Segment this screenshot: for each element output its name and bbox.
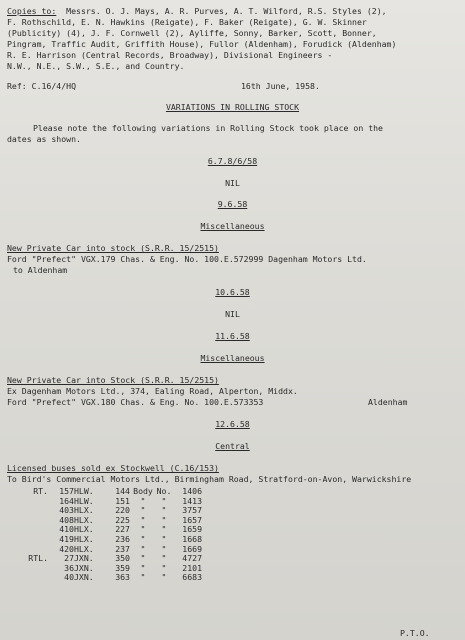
bus-cell-fleet: 420: [59, 543, 74, 554]
bus-cell-no-label: ": [161, 524, 167, 535]
bus-cell-num: 227: [115, 524, 130, 535]
bus-cell-no-label: ": [161, 562, 167, 573]
car-entry-line-2: to Aldenham: [13, 265, 68, 275]
copies-line-6: N.W., N.E., S.W., S.E., and Country.: [7, 61, 185, 71]
bus-cell-body-label: ": [140, 505, 146, 516]
bus-cell-body: 1657: [182, 514, 202, 525]
bus-cell-no-label: ": [161, 495, 167, 506]
bus-cell-fleet: 410: [59, 524, 74, 535]
bus-cell-type: [26, 525, 48, 535]
bus-cell-type: [26, 497, 48, 507]
bus-row: [26, 487, 202, 497]
reference: Ref: C.16/4/HQ: [7, 81, 77, 91]
document-title: VARIATIONS IN ROLLING STOCK: [165, 102, 300, 112]
section-subheading-buses-sold: Licensed buses sold ex Stockwell (C.16/153): [7, 463, 219, 473]
copies-line-1: Messrs. O. J. Mays, A. R. Purves, A. T. Wilford, R.S. Styles (2),: [66, 6, 387, 16]
bus-cell-body: 1406: [182, 486, 202, 496]
bus-cell-body: 3757: [182, 505, 202, 516]
document-date: 16th June, 1958.: [241, 81, 320, 91]
bus-list-body: [26, 487, 202, 583]
bus-cell-body-label: ": [140, 553, 146, 564]
bus-cell-reg: HLW.: [74, 495, 94, 506]
bus-cell-no-label: ": [161, 514, 167, 525]
bus-cell-body-label: ": [140, 495, 146, 506]
bus-cell-type: RT.: [33, 486, 48, 496]
section-heading-central: Central: [215, 441, 250, 451]
section-nil-1: NIL: [225, 178, 240, 188]
bus-cell-type: RTL.: [28, 553, 48, 564]
bus-row: [26, 506, 202, 516]
bus-cell-body: 1669: [182, 543, 202, 554]
copies-line-4: Pingram, Traffic Audit, Griffith House), Fullor (Aldenham), Forudick (Aldenham): [7, 39, 397, 49]
bus-row: [26, 573, 202, 583]
bus-cell-fleet: 164: [59, 495, 74, 506]
bus-cell-fleet: 157: [59, 486, 74, 496]
bus-cell-no-label: ": [161, 572, 167, 583]
copies-line-2: F. Rothschild, E. N. Hawkins (Reigate), F. Baker (Reigate), G. W. Skinner: [7, 17, 367, 27]
bus-cell-num: 236: [115, 533, 130, 544]
bus-cell-num: 151: [115, 495, 130, 506]
bus-cell-type: [26, 573, 48, 583]
buyer-line: To Bird's Commercial Motors Ltd., Birmingham Road, Stratford-on-Avon, Warwickshire: [7, 474, 412, 484]
bus-cell-reg: HLW.: [74, 486, 94, 496]
bus-cell-no-label: ": [161, 505, 167, 516]
bus-cell-type: [26, 516, 48, 526]
bus-cell-fleet: 403: [59, 505, 74, 516]
bus-cell-body: 1668: [182, 533, 202, 544]
bus-cell-body: 1413: [182, 495, 202, 506]
bus-cell-num: 237: [115, 543, 130, 554]
car-entry-destination: Aldenham: [368, 397, 408, 407]
bus-row: [26, 535, 202, 545]
bus-cell-body-label: ": [140, 543, 146, 554]
car-entry-line-3: Ex Dagenham Motors Ltd., 374, Ealing Road, Alperton, Middx.: [7, 386, 298, 396]
copies-to-label: Copies to:: [7, 6, 57, 16]
bus-cell-num: 359: [115, 562, 130, 573]
bus-cell-num: 144: [115, 486, 130, 496]
bus-cell-body-label: ": [140, 533, 146, 544]
section-date-5: 12.6.58: [215, 419, 250, 429]
intro-line-2: dates as shown.: [7, 134, 81, 144]
bus-cell-no-label: ": [161, 543, 167, 554]
bus-cell-reg: JXN.: [74, 562, 94, 573]
bus-cell-type: [26, 564, 48, 574]
bus-cell-body-label: Body: [133, 486, 153, 496]
bus-cell-body-label: ": [140, 524, 146, 535]
bus-cell-no-label: ": [161, 533, 167, 544]
section-nil-3: NIL: [225, 309, 240, 319]
bus-cell-num: 225: [115, 514, 130, 525]
bus-cell-reg: HLX.: [74, 524, 94, 535]
bus-cell-body: 1659: [182, 524, 202, 535]
bus-row: [26, 564, 202, 574]
bus-row: [26, 545, 202, 555]
bus-cell-type: [26, 535, 48, 545]
bus-cell-body: 4727: [182, 553, 202, 564]
bus-row: [26, 516, 202, 526]
bus-cell-type: [26, 506, 48, 516]
section-heading-miscellaneous-1: Miscellaneous: [200, 221, 265, 231]
bus-cell-reg: HLX.: [74, 505, 94, 516]
bus-cell-reg: HLX.: [74, 533, 94, 544]
bus-cell-body-label: ": [140, 572, 146, 583]
section-date-2: 9.6.58: [217, 199, 248, 209]
bus-cell-num: 350: [115, 553, 130, 564]
section-date-4: 11.6.58: [215, 331, 250, 341]
bus-cell-body-label: ": [140, 562, 146, 573]
bus-row: [26, 554, 202, 564]
copies-line-5: R. E. Harrison (Central Records, Broadway), Divisional Engineers -: [7, 50, 333, 60]
bus-cell-fleet: 408: [59, 514, 74, 525]
bus-row: [26, 525, 202, 535]
bus-cell-body: 6683: [182, 572, 202, 583]
bus-cell-reg: JXN.: [74, 572, 94, 583]
bus-cell-body: 2101: [182, 562, 202, 573]
bus-cell-no-label: No.: [156, 486, 172, 496]
copies-line-3: (Publicity) (4), J. F. Cornwell (2), Ayliffe, Sonny, Barker, Scott, Bonner,: [7, 28, 377, 38]
section-date-1: 6.7.8/6/58: [207, 156, 258, 166]
car-entry-line-1: Ford "Prefect" VGX.179 Chas. & Eng. No. 100.E.572999 Dagenham Motors Ltd.: [7, 254, 367, 264]
intro-line-1: Please note the following variations in Rolling Stock took place on the: [33, 123, 383, 133]
bus-cell-fleet: 419: [59, 533, 74, 544]
section-subheading-new-car-1: New Private Car into stock (S.R.R. 15/2515): [7, 243, 219, 253]
bus-list-table: [26, 487, 202, 583]
section-heading-miscellaneous-2: Miscellaneous: [200, 353, 265, 363]
copies-to-block: [7, 6, 387, 17]
bus-cell-fleet: 36: [64, 562, 74, 573]
please-turn-over: P.T.O.: [400, 628, 430, 638]
bus-cell-reg: JXN.: [74, 553, 94, 564]
bus-cell-reg: HLX.: [74, 543, 94, 554]
bus-cell-no-label: ": [161, 553, 167, 564]
bus-cell-reg: HLX.: [74, 514, 94, 525]
bus-cell-fleet: 40: [64, 572, 74, 583]
section-date-3: 10.6.58: [215, 287, 250, 297]
bus-cell-body-label: ": [140, 514, 146, 525]
bus-cell-num: 220: [115, 505, 130, 516]
car-entry-line-4: Ford "Prefect" VGX.180 Chas. & Eng. No. 100.E.573353: [7, 397, 264, 407]
section-subheading-new-car-2: New Private Car into Stock (S.R.R. 15/2515): [7, 375, 219, 385]
bus-row: [26, 497, 202, 507]
bus-cell-num: 363: [115, 572, 130, 583]
bus-cell-fleet: 27: [64, 553, 74, 564]
